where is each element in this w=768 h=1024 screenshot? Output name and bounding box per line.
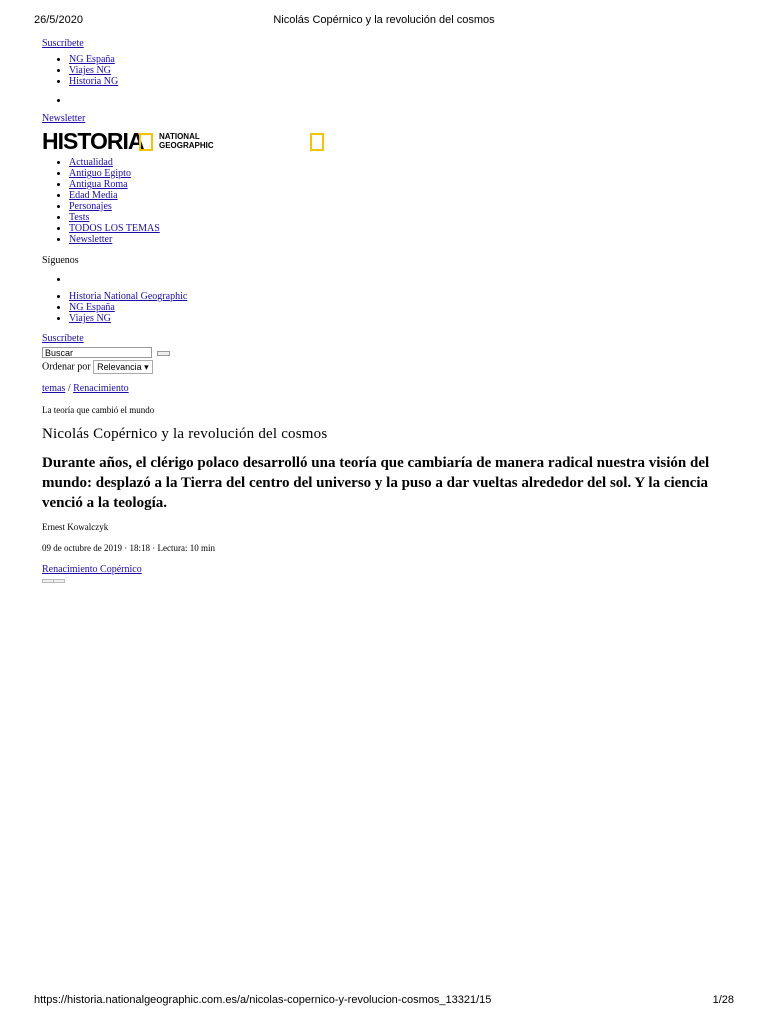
follow-historia-ng[interactable]: Historia National Geographic xyxy=(69,291,188,302)
follow-ng-espana[interactable]: NG España xyxy=(69,302,115,313)
article-meta: 09 de octubre de 2019 · 18:18 · Lectura: 10 min xyxy=(42,543,215,553)
article-subtitle: Durante años, el clérigo polaco desarrolló una teoría que cambiaría de manera radical nuestra visión del mundo: desplazó a la Tierra del centro del universo y la puso a dar vueltas alrededor del sol. Y la ciencia venció a la teología. xyxy=(42,455,710,511)
link-ng-espana[interactable]: NG España xyxy=(69,54,115,65)
logo-ng-line1: NATIONAL xyxy=(159,132,200,141)
ng-yellow-frame-icon-small xyxy=(310,133,324,151)
nav-antigua-roma[interactable]: Antigua Roma xyxy=(69,179,128,190)
print-page-number: 1/28 xyxy=(712,994,734,1006)
breadcrumb-temas[interactable]: temas xyxy=(42,383,66,394)
print-date: 26/5/2020 xyxy=(34,14,83,26)
share-buttons xyxy=(42,579,742,583)
main-nav xyxy=(42,157,742,245)
order-row xyxy=(42,360,742,374)
logo-historia-text: HISTORIA xyxy=(42,128,144,154)
subscribe-link-2[interactable]: Suscríbete xyxy=(42,333,84,344)
nav-newsletter[interactable]: Newsletter xyxy=(69,234,113,245)
newsletter-link[interactable]: Newsletter xyxy=(42,113,86,124)
follow-empty-item xyxy=(69,274,742,285)
order-select[interactable]: Relevancia ▾ xyxy=(93,360,153,374)
article-tags-link[interactable]: Renacimiento Copérnico xyxy=(42,564,142,575)
follow-links xyxy=(42,291,742,324)
article-title: Nicolás Copérnico y la revolución del cosmos xyxy=(42,426,328,442)
link-viajes-ng[interactable]: Viajes NG xyxy=(69,65,111,76)
breadcrumb-separator: / xyxy=(65,383,74,394)
breadcrumb-renacimiento[interactable]: Renacimiento xyxy=(73,383,129,394)
follow-viajes-ng[interactable]: Viajes NG xyxy=(69,313,111,324)
nav-todos-los-temas[interactable]: TODOS LOS TEMAS xyxy=(69,223,160,234)
follow-label: Síguenos xyxy=(42,255,79,266)
follow-empty-list xyxy=(42,274,742,285)
nav-tests[interactable]: Tests xyxy=(69,212,90,223)
logo-ng-text xyxy=(159,132,214,150)
print-title: Nicolás Copérnico y la revolución del cosmos xyxy=(273,14,495,26)
link-historia-ng[interactable]: Historia NG xyxy=(69,76,119,87)
nav-actualidad[interactable]: Actualidad xyxy=(69,157,113,168)
print-url: https://historia.nationalgeographic.com.es/a/nicolas-copernico-y-revolucion-cosmos_13321/15 xyxy=(34,994,492,1006)
share-button-2[interactable] xyxy=(53,579,65,583)
order-label: Ordenar por xyxy=(42,361,91,373)
logo-ng-line2: GEOGRAPHIC xyxy=(159,141,214,150)
top-links-list xyxy=(42,54,742,87)
site-logo[interactable] xyxy=(42,129,742,155)
search-input[interactable]: Buscar xyxy=(42,347,152,358)
subscribe-link[interactable]: Suscríbete xyxy=(42,38,84,49)
nav-antiguo-egipto[interactable]: Antiguo Egipto xyxy=(69,168,131,179)
empty-list-item xyxy=(69,95,742,106)
article-author: Ernest Kowalczyk xyxy=(42,522,109,532)
breadcrumb xyxy=(42,383,742,395)
search-button[interactable] xyxy=(157,351,170,356)
ng-yellow-frame-icon xyxy=(139,133,153,151)
empty-list xyxy=(42,95,742,106)
article-kicker: La teoría que cambió el mundo xyxy=(42,405,155,415)
page-content xyxy=(42,38,742,583)
nav-edad-media[interactable]: Edad Media xyxy=(69,190,118,201)
search-form xyxy=(42,347,742,360)
nav-personajes[interactable]: Personajes xyxy=(69,201,112,212)
